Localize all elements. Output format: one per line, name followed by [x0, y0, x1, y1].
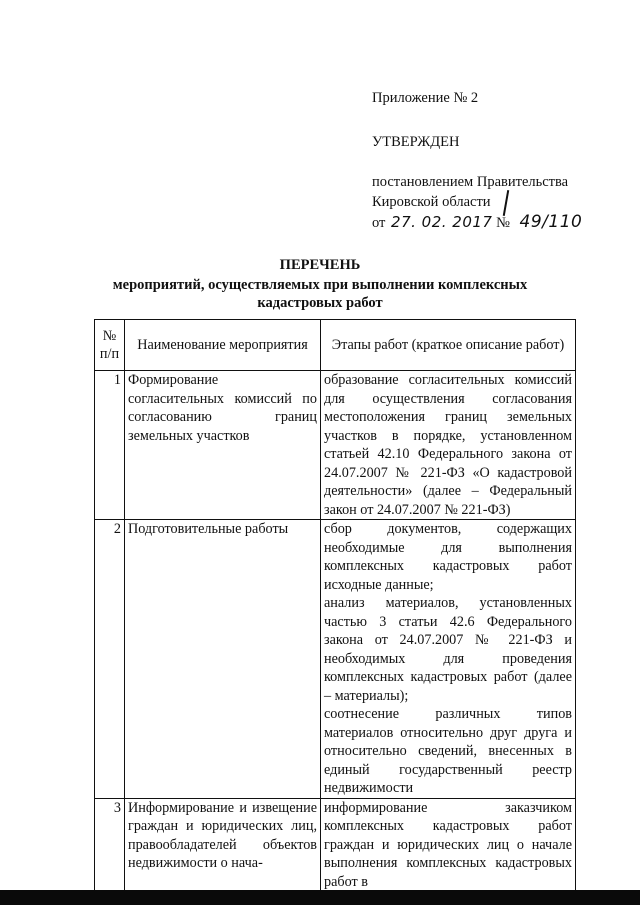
from-prefix: от — [372, 215, 386, 231]
approval-date-line — [372, 212, 622, 233]
row-num: 2 — [95, 520, 125, 799]
row-name: Информирование и извещение граждан и юридических лиц, правообладателей объектов недвижимости о нача- — [125, 798, 321, 892]
stage-paragraph: анализ материалов, установленных частью 3 статьи 42.6 Федерального закона от 24.07.2007 № 221-ФЗ и необходимых для проведения комплексных кадастровых работ (далее – материалы); — [324, 595, 572, 704]
header-stages: Этапы работ (краткое описание работ) — [321, 320, 576, 371]
approval-block — [372, 88, 622, 233]
row-num: 1 — [95, 371, 125, 520]
approval-line-1: постановлением Правительства — [372, 174, 569, 190]
header-name: Наименование мероприятия — [125, 320, 321, 371]
document-title — [100, 256, 540, 312]
table-row — [95, 520, 576, 799]
title-sub-line-1: мероприятий, осуществляемых при выполнении комплексных — [112, 277, 528, 293]
appendix-label: Приложение № 2 — [372, 90, 479, 106]
row-stages: образование согласительных комиссий для осуществления согласования местоположения границ земельных участков в порядке, установленном статьей 42.10 Федерального закона от 24.07.2007 № 221-ФЗ «О кадастровой деятельности» (далее – Федеральный закон от 24.07.2007 № 221-ФЗ) — [321, 371, 576, 520]
row-name: Подготовительные работы — [125, 520, 321, 799]
handwritten-number: 49/110 — [519, 212, 583, 232]
number-sign: № — [496, 215, 510, 231]
row-num: 3 — [95, 798, 125, 892]
stage-paragraph: сбор документов, содержащих необходимые для выполнения комплексных кадастровых работ исходные данные; — [324, 521, 572, 593]
title-sub-line-2: кадастровых работ — [257, 295, 383, 311]
scan-edge-bar — [0, 890, 640, 905]
header-num: № п/п — [95, 320, 125, 371]
stage-paragraph: соотнесение различных типов материалов относительно друг друга и относительно сведений, внесенных в единый государственный реестр недвижимости — [324, 706, 572, 796]
measures-table — [94, 319, 576, 892]
row-name: Формирование согласительных комиссий по согласованию границ земельных участков — [125, 371, 321, 520]
table-header-row — [95, 320, 576, 371]
approval-line-2: Кировской области — [372, 194, 491, 210]
row-stages — [321, 520, 576, 799]
table-row — [95, 798, 576, 892]
table-row — [95, 371, 576, 520]
title-main: ПЕРЕЧЕНЬ — [279, 257, 361, 273]
approved-label: УТВЕРЖДЕН — [372, 134, 460, 150]
row-stages: информирование заказчиком комплексных кадастровых работ граждан и юридических лиц о начале выполнения комплексных кадастровых работ в — [321, 798, 576, 892]
handwritten-date: 27. 02. 2017 — [391, 213, 493, 231]
